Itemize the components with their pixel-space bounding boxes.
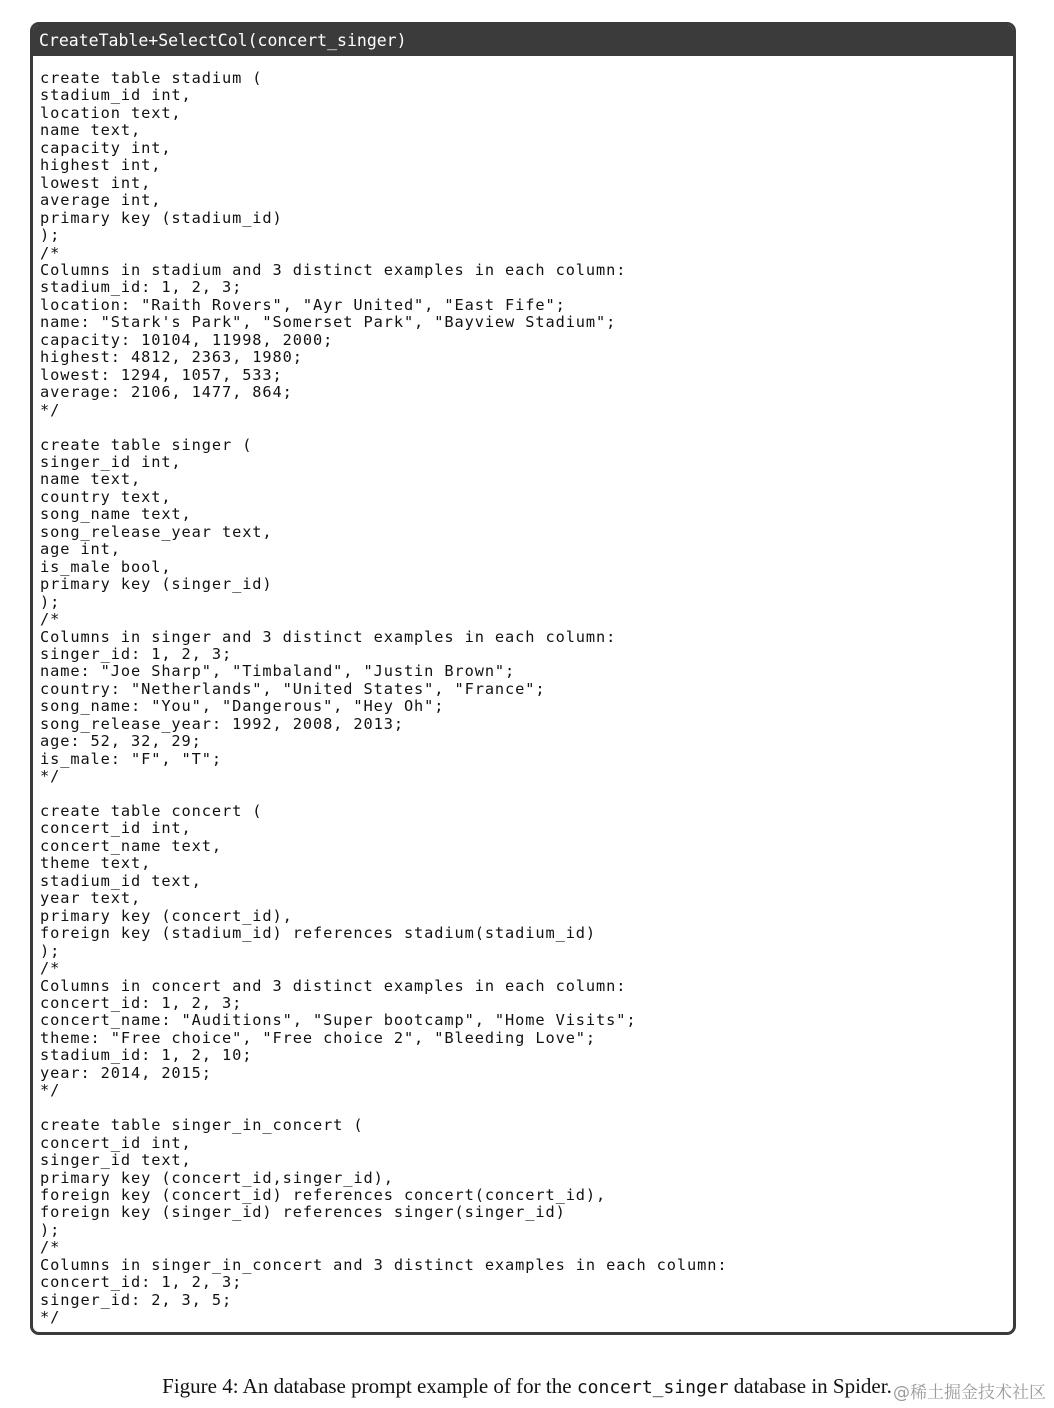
code-line: capacity: 10104, 11998, 2000; — [40, 330, 334, 349]
code-line: song_name text, — [40, 505, 192, 524]
code-line: theme: "Free choice", "Free choice 2", "Bleeding Love"; — [40, 1028, 597, 1047]
code-line: name text, — [40, 121, 142, 140]
code-line: theme text, — [40, 854, 152, 873]
code-line: capacity int, — [40, 138, 172, 157]
code-line: create table singer ( — [40, 435, 253, 454]
code-line: /* — [40, 243, 61, 262]
code-line: name: "Joe Sharp", "Timbaland", "Justin Brown"; — [40, 662, 516, 681]
code-line: concert_id int, — [40, 1133, 192, 1152]
code-line: is_male bool, — [40, 557, 172, 576]
code-line: Columns in singer and 3 distinct examples in each column: — [40, 627, 617, 646]
code-line: concert_id: 1, 2, 3; — [40, 994, 243, 1013]
caption-database-name: concert_singer — [576, 1377, 729, 1398]
code-line: song_name: "You", "Dangerous", "Hey Oh"; — [40, 697, 445, 716]
code-line: concert_name text, — [40, 836, 222, 855]
code-line: stadium_id text, — [40, 871, 202, 890]
code-line: primary key (singer_id) — [40, 575, 273, 594]
code-line: average int, — [40, 191, 162, 210]
code-line: singer_id: 1, 2, 3; — [40, 644, 233, 663]
code-line: stadium_id: 1, 2, 3; — [40, 278, 243, 297]
code-line: location text, — [40, 103, 182, 122]
code-line: lowest int, — [40, 173, 152, 192]
code-line: average: 2106, 1477, 864; — [40, 383, 293, 402]
code-line: create table concert ( — [40, 802, 263, 821]
code-line: country text, — [40, 487, 172, 506]
code-line: */ — [40, 400, 61, 419]
code-line: foreign key (singer_id) references singer(singer_id) — [40, 1203, 566, 1222]
code-line: Columns in stadium and 3 distinct examples in each column: — [40, 260, 627, 279]
code-line: stadium_id: 1, 2, 10; — [40, 1046, 253, 1065]
code-line: Columns in singer_in_concert and 3 distinct examples in each column: — [40, 1255, 728, 1274]
code-line: /* — [40, 610, 61, 629]
code-line: /* — [40, 959, 61, 978]
code-line: lowest: 1294, 1057, 533; — [40, 365, 283, 384]
code-line: */ — [40, 767, 61, 786]
code-line: concert_id: 1, 2, 3; — [40, 1273, 243, 1292]
code-line: song_release_year: 1992, 2008, 2013; — [40, 714, 404, 733]
code-line: song_release_year text, — [40, 522, 273, 541]
code-line: country: "Netherlands", "United States", "France"; — [40, 679, 546, 698]
code-line: ); — [40, 592, 61, 611]
code-line: location: "Raith Rovers", "Ayr United", "East Fife"; — [40, 295, 566, 314]
code-line: */ — [40, 1308, 61, 1327]
code-line: is_male: "F", "T"; — [40, 749, 222, 768]
code-line: primary key (concert_id), — [40, 906, 293, 925]
code-line: Columns in concert and 3 distinct examples in each column: — [40, 976, 627, 995]
code-line: highest: 4812, 2363, 1980; — [40, 348, 303, 367]
code-line: /* — [40, 1238, 61, 1257]
code-line: ); — [40, 941, 61, 960]
code-line: singer_id: 2, 3, 5; — [40, 1290, 233, 1309]
code-line: primary key (stadium_id) — [40, 208, 283, 227]
code-line: name: "Stark's Park", "Somerset Park", "Bayview Stadium"; — [40, 313, 617, 332]
schema-code-block — [33, 56, 1013, 1327]
code-line: year: 2014, 2015; — [40, 1063, 212, 1082]
code-line: singer_id int, — [40, 452, 182, 471]
code-line: age int, — [40, 540, 121, 559]
code-line: highest int, — [40, 156, 162, 175]
code-line: stadium_id int, — [40, 86, 192, 105]
code-line: foreign key (concert_id) references concert(concert_id), — [40, 1186, 607, 1204]
caption-suffix: database in Spider. — [728, 1374, 892, 1398]
caption-prefix: Figure 4: An database prompt example of for the — [162, 1374, 577, 1398]
code-line: ); — [40, 1220, 61, 1239]
code-line: */ — [40, 1081, 61, 1100]
code-line: create table singer_in_concert ( — [40, 1116, 364, 1135]
code-line: ); — [40, 226, 61, 245]
code-line: concert_id int, — [40, 819, 192, 838]
code-line: foreign key (stadium_id) references stadium(stadium_id) — [40, 924, 597, 943]
code-line: create table stadium ( — [40, 69, 263, 87]
code-line: concert_name: "Auditions", "Super bootcamp", "Home Visits"; — [40, 1011, 637, 1030]
site-watermark: @稀土掘金技术社区 — [893, 1383, 1046, 1403]
code-line: singer_id text, — [40, 1151, 192, 1170]
code-line: name text, — [40, 470, 142, 489]
prompt-example-box — [30, 22, 1016, 1335]
code-line: age: 52, 32, 29; — [40, 732, 202, 751]
code-line: primary key (concert_id,singer_id), — [40, 1168, 394, 1187]
code-line: year text, — [40, 889, 142, 908]
prompt-box-title: CreateTable+SelectCol(concert_singer) — [33, 25, 1013, 56]
